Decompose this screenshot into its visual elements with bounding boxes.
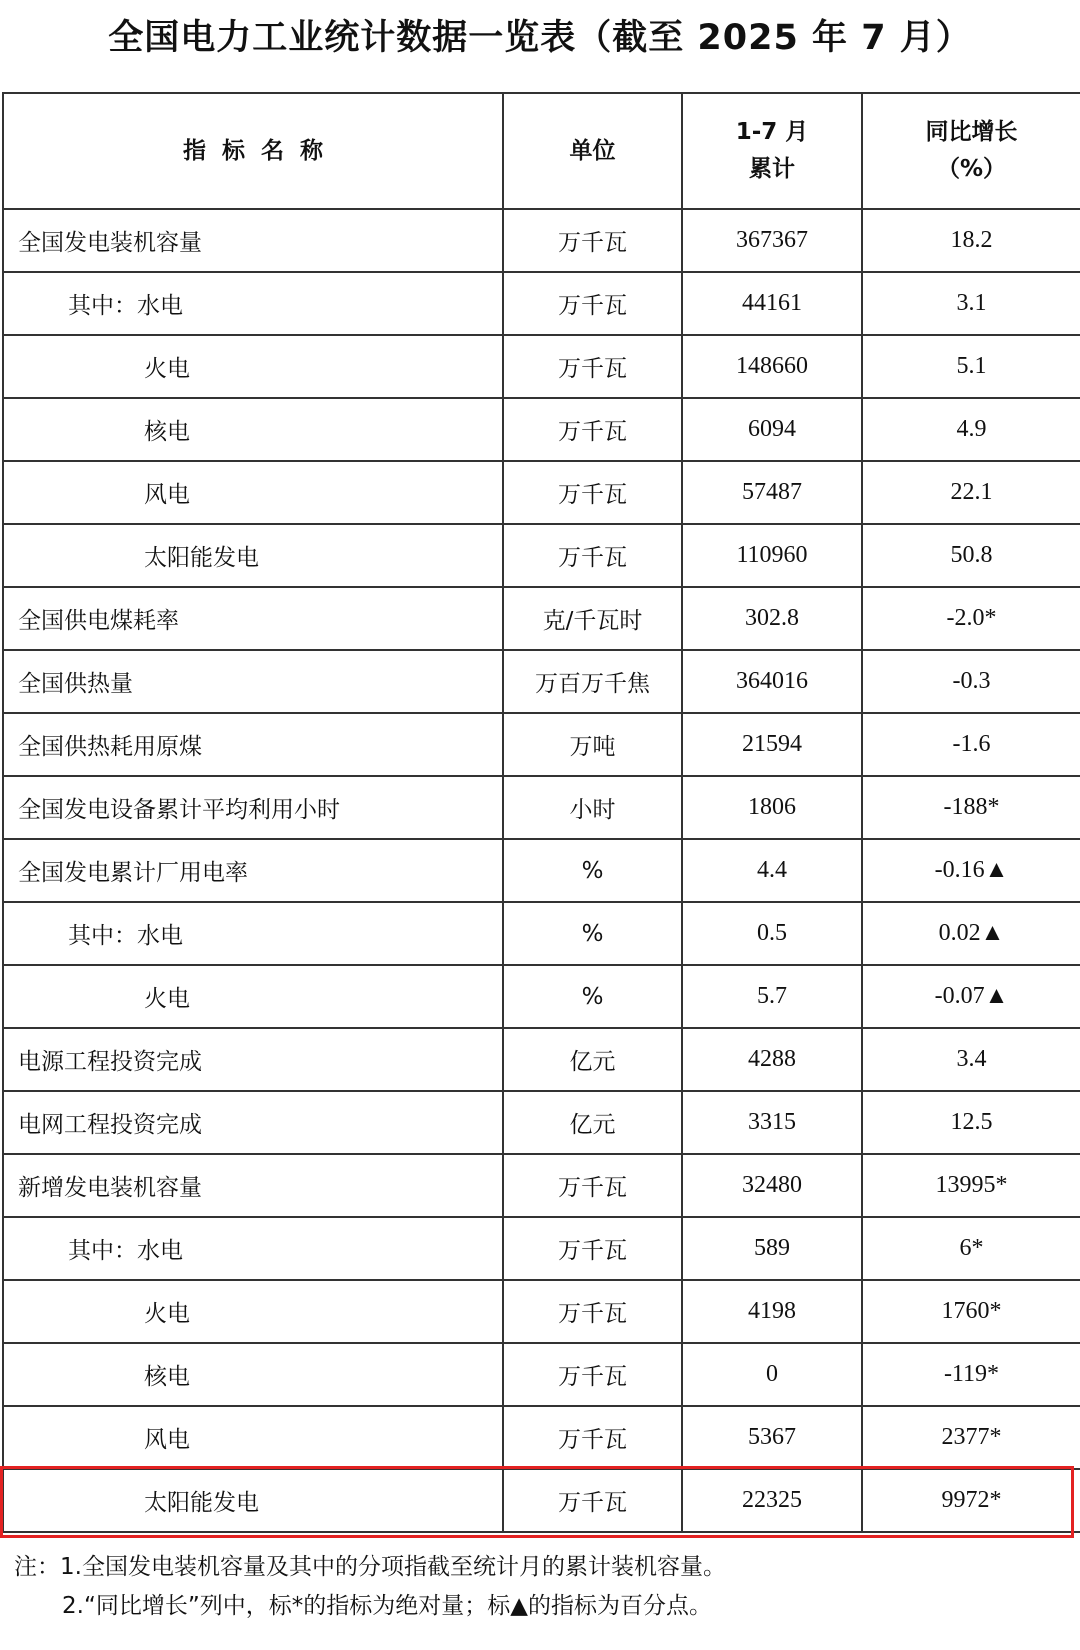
unit-cell: 万千瓦 xyxy=(503,1469,682,1532)
unit-cell: 万千瓦 xyxy=(503,335,682,398)
unit-cell: % xyxy=(503,839,682,902)
unit-cell: 万百万千焦 xyxy=(503,650,682,713)
table-row xyxy=(3,524,1080,587)
indicator-name-cell: 其中：水电 xyxy=(3,902,503,965)
unit-cell: 万千瓦 xyxy=(503,209,682,272)
unit-cell: 小时 xyxy=(503,776,682,839)
footnote-2: 2.“同比增长”列中，标*的指标为绝对量；标▲的指标为百分点。 xyxy=(62,1593,712,1619)
indicator-name-cell: 火电 xyxy=(3,335,503,398)
table-row xyxy=(3,335,1080,398)
table-row xyxy=(3,209,1080,272)
cumulative-value-cell: 0.5 xyxy=(682,902,862,965)
yoy-growth-cell: -188* xyxy=(862,776,1080,839)
yoy-growth-cell: 9972* xyxy=(862,1469,1080,1532)
indicator-name-cell: 火电 xyxy=(3,1280,503,1343)
cumulative-value-cell: 302.8 xyxy=(682,587,862,650)
indicator-name-cell: 电源工程投资完成 xyxy=(3,1028,503,1091)
yoy-growth-cell: 50.8 xyxy=(862,524,1080,587)
unit-cell: 万千瓦 xyxy=(503,1154,682,1217)
cumulative-value-cell: 0 xyxy=(682,1343,862,1406)
yoy-growth-cell: 3.4 xyxy=(862,1028,1080,1091)
cumulative-value-cell: 367367 xyxy=(682,209,862,272)
indicator-name-cell: 其中：水电 xyxy=(3,1217,503,1280)
unit-cell: 万吨 xyxy=(503,713,682,776)
cumulative-value-cell: 44161 xyxy=(682,272,862,335)
table-row xyxy=(3,587,1080,650)
unit-cell: 万千瓦 xyxy=(503,1217,682,1280)
cumulative-value-cell: 4198 xyxy=(682,1280,862,1343)
table-row xyxy=(3,1469,1080,1532)
footnote-1: 注：1.全国发电装机容量及其中的分项指截至统计月的累计装机容量。 xyxy=(14,1554,726,1580)
yoy-growth-cell: -119* xyxy=(862,1343,1080,1406)
yoy-growth-cell: -0.07▲ xyxy=(862,965,1080,1028)
indicator-name-cell: 风电 xyxy=(3,1406,503,1469)
indicator-name-cell: 电网工程投资完成 xyxy=(3,1091,503,1154)
header-yoy-growth xyxy=(862,93,1080,209)
table-row xyxy=(3,1343,1080,1406)
cumulative-value-cell: 21594 xyxy=(682,713,862,776)
table-row xyxy=(3,398,1080,461)
unit-cell: 万千瓦 xyxy=(503,524,682,587)
indicator-name-cell: 全国供热耗用原煤 xyxy=(3,713,503,776)
cumulative-value-cell: 6094 xyxy=(682,398,862,461)
header-yoy-line2: （%） xyxy=(936,156,1007,182)
header-cumulative-line1: 1-7 月 xyxy=(735,119,809,146)
table-row xyxy=(3,272,1080,335)
table-row xyxy=(3,902,1080,965)
indicator-name-cell: 其中：水电 xyxy=(3,272,503,335)
table-row xyxy=(3,839,1080,902)
cumulative-value-cell: 110960 xyxy=(682,524,862,587)
yoy-growth-cell: 22.1 xyxy=(862,461,1080,524)
footnotes xyxy=(14,1548,726,1626)
table-row xyxy=(3,776,1080,839)
table-row xyxy=(3,461,1080,524)
unit-cell: 万千瓦 xyxy=(503,1280,682,1343)
cumulative-value-cell: 3315 xyxy=(682,1091,862,1154)
yoy-growth-cell: 6* xyxy=(862,1217,1080,1280)
cumulative-value-cell: 364016 xyxy=(682,650,862,713)
header-indicator-name: 指 标 名 称 xyxy=(3,93,503,209)
table-row xyxy=(3,650,1080,713)
indicator-name-cell: 太阳能发电 xyxy=(3,1469,503,1532)
indicator-name-cell: 全国发电设备累计平均利用小时 xyxy=(3,776,503,839)
yoy-growth-cell: -1.6 xyxy=(862,713,1080,776)
header-unit: 单位 xyxy=(503,93,682,209)
table-row xyxy=(3,1406,1080,1469)
cumulative-value-cell: 1806 xyxy=(682,776,862,839)
header-cumulative-line2: 累计 xyxy=(749,156,795,182)
cumulative-value-cell: 4288 xyxy=(682,1028,862,1091)
indicator-name-cell: 全国供电煤耗率 xyxy=(3,587,503,650)
cumulative-value-cell: 148660 xyxy=(682,335,862,398)
unit-cell: 万千瓦 xyxy=(503,461,682,524)
table-header-row xyxy=(3,93,1080,209)
header-yoy-line1: 同比增长 xyxy=(925,119,1018,146)
table-body xyxy=(3,209,1080,1532)
unit-cell: 万千瓦 xyxy=(503,1343,682,1406)
yoy-growth-cell: -0.3 xyxy=(862,650,1080,713)
cumulative-value-cell: 5367 xyxy=(682,1406,862,1469)
cumulative-value-cell: 589 xyxy=(682,1217,862,1280)
yoy-growth-cell: -0.16▲ xyxy=(862,839,1080,902)
header-cumulative xyxy=(682,93,862,209)
unit-cell: 亿元 xyxy=(503,1091,682,1154)
cumulative-value-cell: 57487 xyxy=(682,461,862,524)
unit-cell: % xyxy=(503,902,682,965)
yoy-growth-cell: 4.9 xyxy=(862,398,1080,461)
indicator-name-cell: 核电 xyxy=(3,1343,503,1406)
unit-cell: 万千瓦 xyxy=(503,272,682,335)
table-row xyxy=(3,1280,1080,1343)
indicator-name-cell: 全国发电装机容量 xyxy=(3,209,503,272)
cumulative-value-cell: 5.7 xyxy=(682,965,862,1028)
yoy-growth-cell: 18.2 xyxy=(862,209,1080,272)
table-row xyxy=(3,1217,1080,1280)
indicator-name-cell: 火电 xyxy=(3,965,503,1028)
statistics-table xyxy=(2,92,1080,1533)
cumulative-value-cell: 32480 xyxy=(682,1154,862,1217)
table-row xyxy=(3,1028,1080,1091)
unit-cell: % xyxy=(503,965,682,1028)
unit-cell: 亿元 xyxy=(503,1028,682,1091)
indicator-name-cell: 核电 xyxy=(3,398,503,461)
indicator-name-cell: 全国供热量 xyxy=(3,650,503,713)
yoy-growth-cell: -2.0* xyxy=(862,587,1080,650)
indicator-name-cell: 新增发电装机容量 xyxy=(3,1154,503,1217)
unit-cell: 万千瓦 xyxy=(503,1406,682,1469)
cumulative-value-cell: 4.4 xyxy=(682,839,862,902)
yoy-growth-cell: 1760* xyxy=(862,1280,1080,1343)
unit-cell: 克/千瓦时 xyxy=(503,587,682,650)
yoy-growth-cell: 0.02▲ xyxy=(862,902,1080,965)
page-title: 全国电力工业统计数据一览表（截至 2025 年 7 月） xyxy=(108,18,972,58)
table-row xyxy=(3,1091,1080,1154)
unit-cell: 万千瓦 xyxy=(503,398,682,461)
yoy-growth-cell: 2377* xyxy=(862,1406,1080,1469)
table-row xyxy=(3,1154,1080,1217)
cumulative-value-cell: 22325 xyxy=(682,1469,862,1532)
yoy-growth-cell: 3.1 xyxy=(862,272,1080,335)
yoy-growth-cell: 12.5 xyxy=(862,1091,1080,1154)
indicator-name-cell: 风电 xyxy=(3,461,503,524)
indicator-name-cell: 全国发电累计厂用电率 xyxy=(3,839,503,902)
indicator-name-cell: 太阳能发电 xyxy=(3,524,503,587)
yoy-growth-cell: 5.1 xyxy=(862,335,1080,398)
table-row xyxy=(3,713,1080,776)
table-row xyxy=(3,965,1080,1028)
yoy-growth-cell: 13995* xyxy=(862,1154,1080,1217)
